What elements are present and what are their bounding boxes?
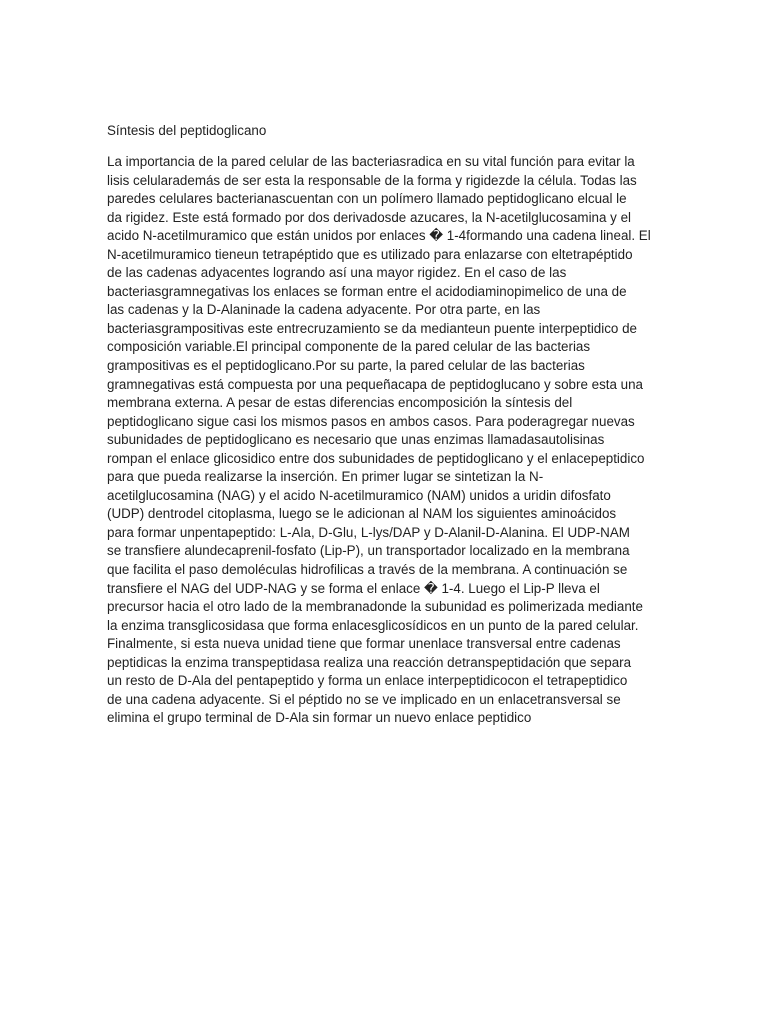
body-text-line: la enzima transglicosidasa que forma enlacesglicosídicos en un punto de la pared celular. [107,617,639,633]
document-body [107,153,677,728]
body-text-line: gramnegativas está compuesta por una pequeñacapa de peptidoglucano y sobre esta una [107,376,644,392]
body-text-line: Finalmente, si esta nueva unidad tiene que formar unenlace transversal entre cadenas [107,636,621,652]
body-text-line: membrana externa. A pesar de estas diferencias encomposición la síntesis del [107,395,573,411]
body-text-line: transfiere el NAG del UDP-NAG y se forma el enlace � 1-4. Luego el Lip-P lleva el [107,580,600,596]
body-text-line: un resto de D-Ala del pentapeptido y forma un enlace interpeptidicocon el tetrapeptidico [107,673,628,689]
body-text-line: rompan el enlace glicosidico entre dos subunidades de peptidoglicano y el enlacepeptidico [107,450,645,466]
body-text-line: lisis celularademás de ser esta la responsable de la forma y rigidezde la célula. Todas las [107,172,637,188]
body-text-line: precursor hacia el otro lado de la membranadonde la subunidad es polimerizada mediante [107,599,643,615]
body-text-line: subunidades de peptidoglicano es necesario que unas enzimas llamadasautolisinas [107,432,605,448]
body-text-line: acido N-acetilmuramico que están unidos por enlaces � 1-4formando una cadena lineal. El [107,228,651,244]
body-text-line: que facilita el paso demoléculas hidrofilicas a través de la membrana. A continuación se [107,562,628,578]
body-text-line: peptidoglicano sigue casi los mismos pasos en ambos casos. Para poderagregar nuevas [107,413,635,429]
document-title: Síntesis del peptidoglicano [107,123,267,138]
body-text-line: de una cadena adyacente. Si el péptido no se ve implicado en un enlacetransversal se [107,691,621,707]
body-text-line: para formar unpentapeptido: L-Ala, D-Glu, L-lys/DAP y D-Alanil-D-Alanina. El UDP-NAM [107,524,630,540]
body-text-line: da rigidez. Este está formado por dos derivadosde azucares, la N-acetilglucosamina y el [107,209,631,225]
body-text-line: las cadenas y la D-Alaninade la cadena adyacente. Por otra parte, en las [107,302,541,318]
body-text-line: elimina el grupo terminal de D-Ala sin formar un nuevo enlace peptidico [107,710,532,726]
body-text-line: peptidicas la enzima transpeptidasa realiza una reacción detranspeptidación que separa [107,654,632,670]
body-text-line: composición variable.El principal componente de la pared celular de las bacterias [107,339,591,355]
body-text-line: grampositivas es el peptidoglicano.Por su parte, la pared celular de las bacterias [107,358,585,374]
body-text-line: de las cadenas adyacentes logrando así una mayor rigidez. En el caso de las [107,265,567,281]
body-text-line: La importancia de la pared celular de las bacteriasradica en su vital función para evitar la [107,154,635,169]
body-text-line: N-acetilmuramico tieneun tetrapéptido que es utilizado para enlazarse con eltetrapéptido [107,246,633,262]
body-text-line: bacteriasgrampositivas este entrecruzamiento se da medianteun puente interpeptidico de [107,320,637,336]
body-text-line: para que pueda realizarse la inserción. En primer lugar se sintetizan la N- [107,469,544,485]
body-text-line: se transfiere alundecaprenil-fosfato (Lip-P), un transportador localizado en la membrana [107,543,630,559]
body-text-line: (UDP) dentrodel citoplasma, luego se le adicionan al NAM los siguientes aminoácidos [107,506,617,522]
body-text-line: bacteriasgramnegativas los enlaces se forman entre el acidodiaminopimelico de una de [107,283,627,299]
body-text-line: acetilglucosamina (NAG) y el acido N-acetilmuramico (NAM) unidos a uridin difosfato [107,487,611,503]
body-text-line: paredes celulares bacterianascuentan con un polímero llamado peptidoglicano elcual le [107,191,627,207]
